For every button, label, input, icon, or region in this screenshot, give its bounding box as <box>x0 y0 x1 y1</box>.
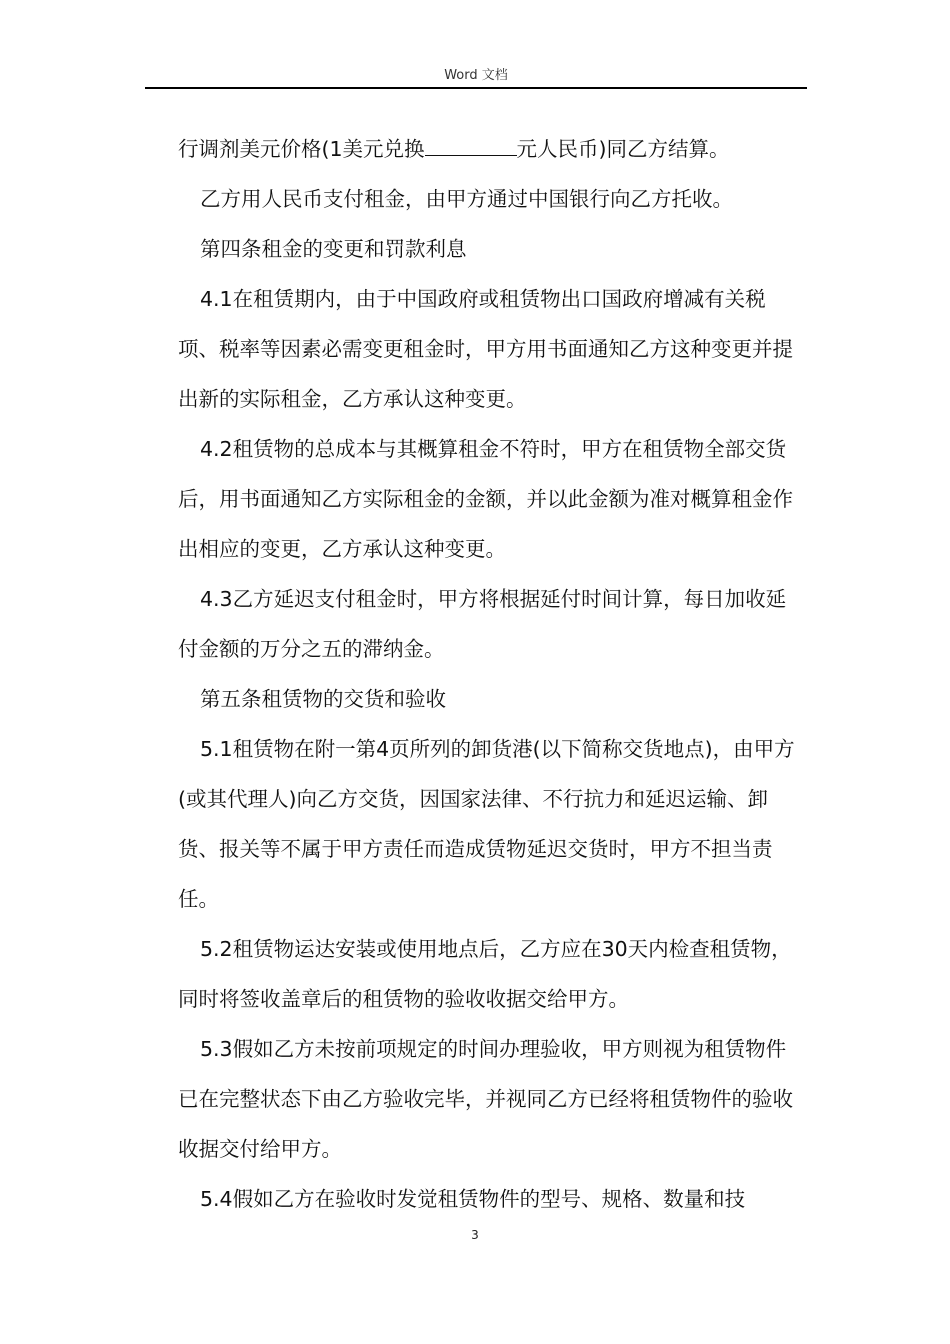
paragraph-rent-settlement <box>178 124 804 174</box>
paragraph-text: 元人民币)同乙方结算。 <box>516 137 730 161</box>
clause-5-2: 5.2租赁物运达安装或使用地点后，乙方应在30天内检查租赁物，同时将签收盖章后的租赁物的验收收据交给甲方。 <box>178 937 792 1011</box>
fill-in-blank <box>425 137 517 156</box>
page-number: 3 <box>471 1228 479 1242</box>
section-heading-article-5: 第五条租赁物的交货和验收 <box>200 687 446 711</box>
clause-5-1: 5.1租赁物在附一第4页所列的卸货港(以下简称交货地点)，由甲方(或其代理人)向乙方交货，因国家法律、不行抗力和延迟运输、卸货、报关等不属于甲方责任而造成赁物延迟交货时，甲方不担当责任。 <box>178 737 795 911</box>
header-divider <box>145 87 807 89</box>
clause-4-1: 4.1在租赁期内，由于中国政府或租赁物出口国政府增减有关税项、税率等因素必需变更租金时，甲方用书面通知乙方这种变更并提出新的实际租金，乙方承认这种变更。 <box>178 287 793 411</box>
clause-5-4: 5.4假如乙方在验收时发觉租赁物件的型号、规格、数量和技 <box>200 1187 746 1211</box>
clause-4-3: 4.3乙方延迟支付租金时，甲方将根据延付时间计算，每日加收延付金额的万分之五的滞纳金。 <box>178 587 787 661</box>
paragraph-text: 行调剂美元价格(1美元兑换 <box>178 137 425 161</box>
clause-4-2: 4.2租赁物的总成本与其概算租金不符时，甲方在租赁物全部交货后，用书面通知乙方实际租金的金额，并以此金额为准对概算租金作出相应的变更，乙方承认这种变更。 <box>178 437 793 561</box>
paragraph-rmb-payment: 乙方用人民币支付租金，由甲方通过中国银行向乙方托收。 <box>200 187 733 211</box>
clause-5-3: 5.3假如乙方未按前项规定的时间办理验收，甲方则视为租赁物件已在完整状态下由乙方验收完毕，并视同乙方已经将租赁物件的验收收据交付给甲方。 <box>178 1037 793 1161</box>
section-heading-article-4: 第四条租金的变更和罚款利息 <box>200 237 467 261</box>
page-header: Word 文档 <box>444 68 508 83</box>
document-body <box>178 124 804 1224</box>
